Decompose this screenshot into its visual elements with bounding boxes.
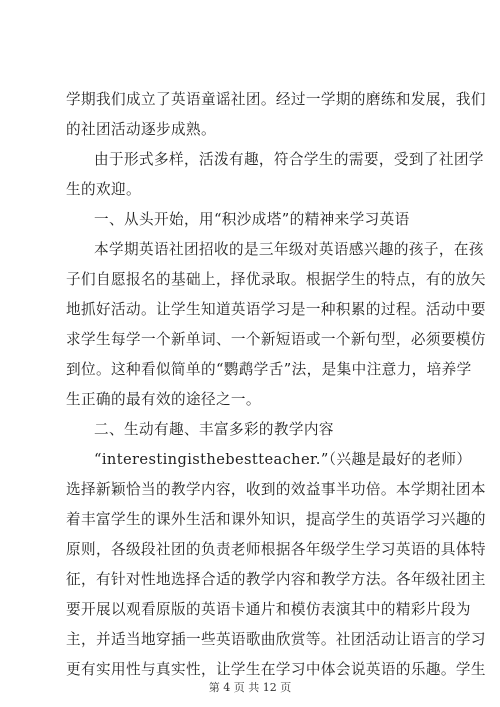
text-line-8: 地抓好活动。让学生知道英语学习是一种积累的过程。活动中要 xyxy=(66,301,486,318)
text-line-1: 学期我们成立了英语童谣社团。经过一学期的磨练和发展，我们 xyxy=(66,91,486,108)
text-line-15: 着丰富学生的课外生活和课外知识，提高学生的英语学习兴趣的 xyxy=(66,511,486,528)
text-line-9: 求学生每学一个新单词、一个新短语或一个新句型，必须要模仿 xyxy=(66,331,486,348)
text-line-10: 到位。这种看似简单的“鹦鹉学舌”法，是集中注意力，培养学 xyxy=(66,361,472,378)
text-line-18: 要开展以观看原版的英语卡通片和模仿表演其中的精彩片段为 xyxy=(66,601,471,618)
text-line-17: 征，有针对性地选择合适的教学内容和教学方法。各年级社团主 xyxy=(66,571,486,588)
text-line-6: 本学期英语社团招收的是三年级对英语感兴趣的孩子，在孩 xyxy=(94,241,484,258)
text-line-7: 子们自愿报名的基础上，择优录取。根据学生的特点，有的放矢 xyxy=(66,271,486,288)
text-line-14: 选择新颖恰当的教学内容，收到的效益事半功倍。本学期社团本 xyxy=(66,481,486,498)
text-line-13: “interestingisthebestteacher.”（兴趣是最好的老师） xyxy=(94,451,472,468)
text-line-16: 原则，各级段社团的负责老师根据各年级学生学习英语的具体特 xyxy=(66,541,486,558)
text-line-20: 更有实用性与真实性，让学生在学习中体会说英语的乐趣。学生 xyxy=(66,661,486,678)
section-heading-2: 二、生动有趣、丰富多彩的教学内容 xyxy=(94,421,334,438)
text-line-3: 由于形式多样，活泼有趣，符合学生的需要，受到了社团学 xyxy=(94,151,484,168)
text-line-2: 的社团活动逐步成熟。 xyxy=(66,121,216,138)
section-heading-1: 一、从头开始，用“积沙成塔”的精神来学习英语 xyxy=(94,211,410,228)
text-line-19: 主，并适当地穿插一些英语歌曲欣赏等。社团活动让语言的学习 xyxy=(66,631,486,648)
page-number: 第 4 页 共 12 页 xyxy=(208,681,292,694)
text-line-11: 生正确的最有效的途径之一。 xyxy=(66,391,261,408)
text-line-4: 生的欢迎。 xyxy=(66,181,141,198)
page-footer xyxy=(0,681,500,695)
